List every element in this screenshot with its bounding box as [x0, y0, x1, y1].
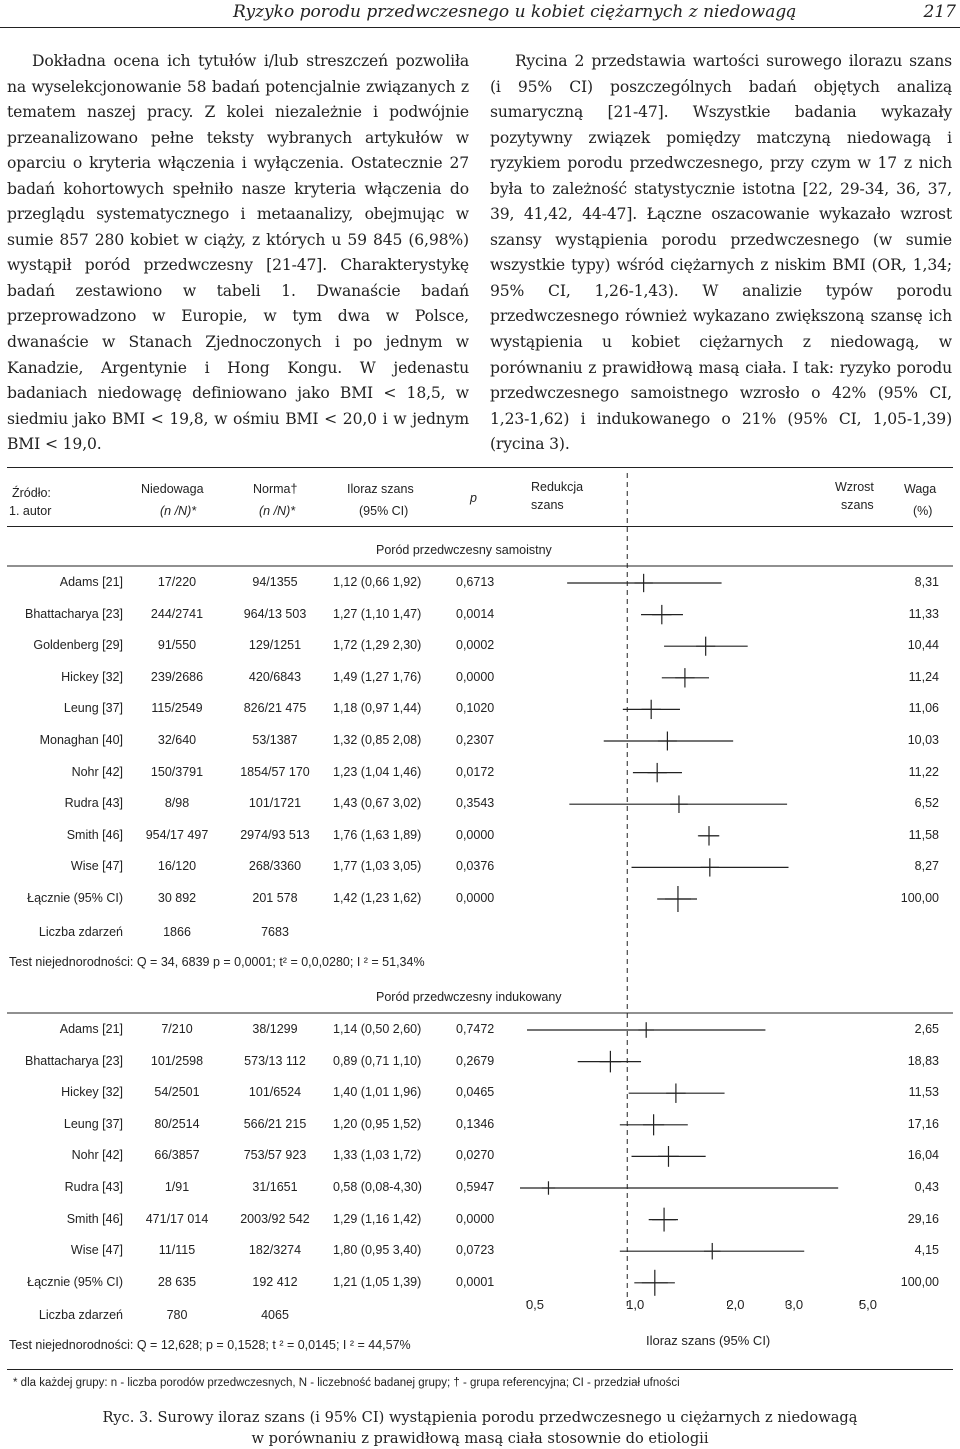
- header-reduction-sub: szans: [531, 498, 564, 512]
- odds-ratio-ci: 1,18 (0,97 1,44): [333, 701, 422, 716]
- odds-ratio-ci: 1,21 (1,05 1,39): [333, 1274, 422, 1289]
- axis-tick-label: 0,5: [525, 1297, 545, 1312]
- odds-ratio-ci: 1,12 (0,66 1,92): [333, 575, 422, 589]
- study-name: Leung [37]: [63, 701, 123, 716]
- normal-count: 2974/93 513: [240, 827, 310, 842]
- odds-ratio-ci: 1,40 (1,01 1,96): [333, 1085, 422, 1100]
- weight-percent: 6,52: [914, 796, 939, 811]
- axis-tick-label: 1,0: [626, 1297, 645, 1312]
- odds-ratio-ci: 1,80 (0,95 3,40): [333, 1243, 422, 1258]
- study-name: Leung [37]: [63, 1116, 123, 1131]
- p-value: 0,0000: [456, 827, 495, 842]
- normal-count: 566/21 215: [243, 1116, 307, 1131]
- p-value: 0,0376: [456, 859, 495, 874]
- p-value: 0,7472: [456, 1022, 495, 1036]
- header-author: 1. autor: [9, 504, 52, 518]
- underweight-count: 11/115: [158, 1243, 196, 1258]
- header-weight-sub: (%): [913, 504, 933, 518]
- caption-line-2: w porównaniu z prawidłową masą ciała stosownie do etiologii: [251, 1430, 709, 1447]
- weight-percent: 11,58: [908, 827, 939, 842]
- underweight-count: 239/2686: [150, 669, 204, 684]
- normal-count: 101/6524: [248, 1085, 302, 1100]
- weight-percent: 11,33: [908, 606, 939, 621]
- figure-caption: [0, 1407, 960, 1449]
- left-paragraph: Dokładna ocena ich tytułów i/lub streszczeń pozwoliła na wyselekcjonowanie 58 badań potencjalnie związanych z tematem naszej pracy. Z kolei niezależnie i podwójnie przeanalizowano pełne teksty wybranych artykułów w oparciu o kryteria włączenia i wyłączenia. Ostatecznie 27 badań kohortowych spełniło nasze kryteria włączenia do przeglądu systematycznego i metaanalizy, obejmując w sumie 857 280 kobiet w ciąży, z których u 59 845 (6,98%) wystąpił poród przedwczesny [21-47]. Charakterystykę badań zestawiono w tabeli 1. Dwanaście badań przeprowadzono w Europie, w tym dwa w Polsce, dwanaście w Stanach Zjednoczonych i po jednym w Kanadzie, Argentynie i Hong Kongu. W jedenastu badaniach niedowagę definiowano jako BMI < 18,5, w siedmiu jako BMI < 19,8, w ośmiu BMI < 20,0 i w jednym BMI < 19,0.: [7, 52, 469, 454]
- normal-count: 753/57 923: [243, 1148, 307, 1163]
- normal-count: 182/3274: [248, 1243, 302, 1258]
- underweight-count: 1/91: [164, 1180, 190, 1194]
- left-column: [7, 49, 469, 458]
- weight-percent: 16,04: [907, 1148, 939, 1163]
- underweight-count: 471/17 014: [145, 1211, 209, 1226]
- events-label: Liczba zdarzeń: [38, 924, 123, 939]
- running-title: Ryzyko porodu przedwczesnego u kobiet ciężarnych z niedowagą: [233, 2, 797, 22]
- odds-ratio-ci: 1,76 (1,63 1,89): [333, 827, 422, 842]
- odds-ratio-ci: 1,77 (1,03 3,05): [333, 859, 422, 874]
- underweight-count: 8/98: [164, 796, 190, 811]
- weight-percent: 10,03: [907, 733, 939, 747]
- p-value: 0,2679: [456, 1053, 495, 1068]
- header-source: Źródło:: [12, 486, 51, 500]
- study-name: Rudra [43]: [64, 796, 123, 811]
- events-normal: 7683: [261, 924, 289, 939]
- study-name: Hickey [32]: [61, 669, 123, 684]
- odds-ratio-ci: 1,49 (1,27 1,76): [333, 669, 422, 684]
- underweight-count: 150/3791: [150, 764, 204, 779]
- study-name: Monaghan [40]: [39, 733, 123, 747]
- running-head: [0, 0, 960, 28]
- study-name: Smith [46]: [66, 827, 123, 842]
- axis-tick-label: 2,0: [726, 1297, 745, 1312]
- p-value: 0,0270: [456, 1148, 495, 1163]
- odds-ratio-ci: 1,14 (0,50 2,60): [333, 1022, 422, 1036]
- underweight-count: 17/220: [157, 575, 197, 589]
- header-normal: Norma†: [253, 482, 298, 496]
- weight-percent: 29,16: [907, 1211, 939, 1226]
- weight-percent: 100,00: [900, 891, 939, 905]
- header-normal-sub: (n /N)*: [259, 504, 296, 518]
- study-name: Łącznie (95% CI): [27, 891, 123, 905]
- weight-percent: 4,15: [914, 1243, 939, 1258]
- underweight-count: 115/2549: [151, 701, 203, 716]
- weight-percent: 2,65: [914, 1022, 939, 1036]
- underweight-count: 7/210: [161, 1022, 193, 1036]
- forest-plot-figure: [0, 465, 960, 1410]
- caption-line-1: Ryc. 3. Surowy iloraz szans (i 95% CI) wystąpienia porodu przedwczesnego u ciężarnych z niedowagą: [102, 1409, 858, 1426]
- normal-count: 53/1387: [252, 733, 298, 747]
- axis-tick-label: 3,0: [785, 1297, 804, 1312]
- header-underweight-sub: (n /N)*: [160, 504, 197, 518]
- study-name: Wise [47]: [70, 859, 123, 874]
- weight-percent: 11,22: [908, 764, 939, 779]
- odds-ratio-ci: 0,58 (0,08-4,30): [333, 1180, 422, 1194]
- header-increase-sub: szans: [841, 498, 874, 512]
- events-label: Liczba zdarzeń: [38, 1308, 123, 1323]
- p-value: 0,0001: [456, 1274, 495, 1289]
- header-or-sub: (95% CI): [359, 504, 409, 518]
- odds-ratio-ci: 1,32 (0,85 2,08): [333, 733, 422, 747]
- weight-percent: 17,16: [907, 1116, 939, 1131]
- weight-percent: 11,53: [908, 1085, 939, 1100]
- underweight-count: 244/2741: [150, 606, 204, 621]
- right-paragraph: Rycina 2 przedstawia wartości surowego ilorazu szans (i 95% CI) poszczególnych badań objętych analizą sumaryczną [21-47]. Wszystkie badania wykazały pozytywny związek pomiędzy matczyną niedowagą i ryzykiem porodu przedwczesnego, przy czym w 17 z nich była to zależność statystycznie istotna [22, 29-34, 36, 37, 39, 41,42, 44-47]. Łączne oszacowanie wykazało wzrost szansy wystąpienia porodu przedwczesnego (w sumie wszystkie typy) wśród ciężarnych z niskim BMI (OR, 1,34; 95% CI, 1,26-1,43). W analizie typów porodu przedwczesnego również wykazano zwiększoną szansę ich wystąpienia u kobiet ciężarnych z niedowagą, w porównaniu z prawidłową masą ciała. I tak: ryzyko porodu przedwczesnego samoistnego wzrosło o 42% (95% CI, 1,23-1,62) i indukowanego o 21% (95% CI, 1,05-1,39) (rycina 3).: [490, 52, 952, 454]
- weight-percent: 10,44: [907, 638, 939, 653]
- normal-count: 420/6843: [248, 669, 302, 684]
- normal-count: 1854/57 170: [240, 764, 310, 779]
- underweight-count: 80/2514: [154, 1116, 200, 1131]
- weight-percent: 8,31: [914, 575, 939, 589]
- study-name: Adams [21]: [59, 575, 123, 589]
- odds-ratio-ci: 1,42 (1,23 1,62): [333, 891, 422, 905]
- odds-ratio-ci: 1,33 (1,03 1,72): [333, 1148, 422, 1163]
- p-value: 0,1020: [456, 701, 495, 716]
- normal-count: 268/3360: [248, 859, 302, 874]
- study-name: Goldenberg [29]: [33, 638, 123, 653]
- weight-percent: 18,83: [907, 1053, 939, 1068]
- underweight-count: 954/17 497: [145, 827, 209, 842]
- normal-count: 192 412: [252, 1274, 298, 1289]
- normal-count: 826/21 475: [243, 701, 307, 716]
- group-title: Poród przedwczesny samoistny: [376, 543, 552, 557]
- p-value: 0,5947: [456, 1180, 495, 1194]
- heterogeneity-test: Test niejednorodności: Q = 34, 6839 p = 0,0001; t² = 0,0,0280; I ² = 51,34%: [9, 954, 425, 969]
- odds-ratio-ci: 0,89 (0,71 1,10): [333, 1053, 422, 1068]
- study-name: Łącznie (95% CI): [27, 1274, 123, 1289]
- underweight-count: 32/640: [157, 733, 197, 747]
- study-name: Bhattacharya [23]: [25, 1053, 123, 1068]
- weight-percent: 11,06: [908, 701, 939, 716]
- study-name: Rudra [43]: [64, 1180, 123, 1194]
- underweight-count: 101/2598: [150, 1053, 204, 1068]
- header-underweight: Niedowaga: [141, 482, 204, 496]
- events-underweight: 1866: [163, 924, 191, 939]
- p-value: 0,0172: [456, 764, 495, 779]
- normal-count: 31/1651: [252, 1180, 298, 1194]
- weight-percent: 8,27: [914, 859, 939, 874]
- odds-ratio-ci: 1,72 (1,29 2,30): [333, 638, 422, 653]
- p-value: 0,0000: [456, 891, 495, 905]
- study-name: Hickey [32]: [61, 1085, 123, 1100]
- underweight-count: 16/120: [157, 859, 197, 874]
- p-value: 0,3543: [456, 796, 495, 811]
- normal-count: 2003/92 542: [240, 1211, 310, 1226]
- underweight-count: 91/550: [157, 638, 197, 653]
- odds-ratio-ci: 1,27 (1,10 1,47): [333, 606, 422, 621]
- underweight-count: 28 635: [157, 1274, 197, 1289]
- study-name: Bhattacharya [23]: [25, 606, 123, 621]
- odds-ratio-ci: 1,43 (0,67 3,02): [333, 796, 422, 811]
- odds-ratio-ci: 1,20 (0,95 1,52): [333, 1116, 422, 1131]
- footnote: * dla każdej grupy: n - liczba porodów przedwczesnych, N - liczebność badanej grupy; † - grupa referencyjna; CI - przedział ufności: [13, 1377, 680, 1389]
- odds-ratio-ci: 1,23 (1,04 1,46): [333, 764, 422, 779]
- p-value: 0,0002: [456, 638, 495, 653]
- study-name: Nohr [42]: [71, 764, 123, 779]
- header-p: p: [470, 491, 477, 505]
- p-value: 0,0014: [456, 606, 495, 621]
- normal-count: 94/1355: [252, 575, 298, 589]
- study-name: Nohr [42]: [71, 1148, 123, 1163]
- p-value: 0,0465: [456, 1085, 495, 1100]
- page-number: 217: [923, 2, 956, 22]
- p-value: 0,6713: [456, 575, 495, 589]
- p-value: 0,2307: [456, 733, 495, 747]
- axis-label: Iloraz szans (95% CI): [646, 1333, 771, 1348]
- header-increase: Wzrost: [835, 480, 874, 494]
- underweight-count: 54/2501: [154, 1085, 200, 1100]
- normal-count: 129/1251: [248, 638, 302, 653]
- group-title: Poród przedwczesny indukowany: [376, 990, 562, 1004]
- normal-count: 573/13 112: [244, 1053, 306, 1068]
- study-name: Wise [47]: [70, 1243, 123, 1258]
- right-column: [490, 49, 952, 458]
- events-underweight: 780: [166, 1308, 188, 1323]
- normal-count: 201 578: [252, 891, 298, 905]
- p-value: 0,0000: [456, 1211, 495, 1226]
- header-reduction: Redukcja: [531, 480, 584, 494]
- axis-tick-label: 5,0: [858, 1297, 878, 1312]
- header-weight: Waga: [904, 482, 937, 496]
- normal-count: 38/1299: [252, 1022, 298, 1036]
- normal-count: 101/1721: [248, 796, 302, 811]
- heterogeneity-test: Test niejednorodności: Q = 12,628; p = 0,1528; t ² = 0,0145; I ² = 44,57%: [9, 1338, 411, 1353]
- underweight-count: 30 892: [157, 891, 197, 905]
- odds-ratio-ci: 1,29 (1,16 1,42): [333, 1211, 422, 1226]
- p-value: 0,1346: [456, 1116, 495, 1131]
- p-value: 0,0000: [456, 669, 495, 684]
- p-value: 0,0723: [456, 1243, 495, 1258]
- underweight-count: 66/3857: [154, 1148, 200, 1163]
- weight-percent: 11,24: [908, 669, 939, 684]
- weight-percent: 100,00: [900, 1274, 939, 1289]
- weight-percent: 0,43: [914, 1180, 939, 1194]
- events-normal: 4065: [261, 1308, 289, 1323]
- normal-count: 964/13 503: [243, 606, 307, 621]
- study-name: Adams [21]: [59, 1022, 123, 1036]
- header-or: Iloraz szans: [347, 482, 414, 496]
- study-name: Smith [46]: [66, 1211, 123, 1226]
